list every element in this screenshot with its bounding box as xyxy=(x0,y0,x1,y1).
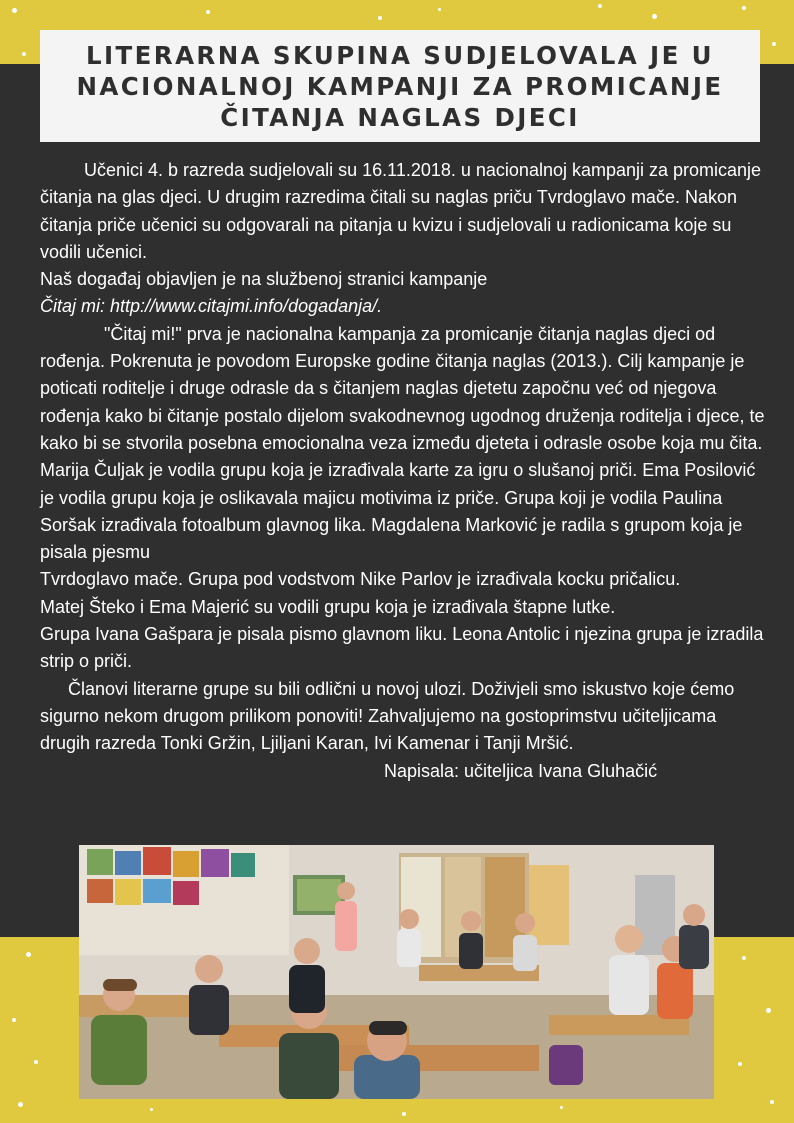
paragraph-published: Naš događaj objavljen je na službenoj stranici kampanje xyxy=(40,269,488,290)
title-line-2: NACIONALNOJ KAMPANJI ZA PROMICANJE xyxy=(76,71,724,101)
paragraph-closing: Članovi literarne grupe su bili odlični u novoj ulozi. Doživjeli smo iskustvo koje ćemo sigurno nekom drugom prilikom ponoviti! Zahvaljujemo na gostoprimstvu učiteljicama drugih razreda Tonki Gržin, Ljiljani Karan, Ivi Kamenar i Tanji Mršić. xyxy=(40,678,735,754)
paragraph-groups-2: Tvrdoglavo mače. Grupa pod vodstvom Nike Parlov je izrađivala kocku pričalicu. xyxy=(40,569,681,590)
article-body xyxy=(40,157,770,785)
paragraph-campaign: "Čitaj mi!" prva je nacionalna kampanja za promicanje čitanja naglas djeci od rođenja. Pokrenuta je povodom Europske godine čitanja naglas (2013.). Cilj kampanje je poticati roditelje i druge odrasle da s čitanjem naglas djetetu započnu već od njegova rođenja kako bi čitanje postalo dijelom svakodnevnog ugodnog druženja roditelja i djece, te kako bi se stvorila posebna emocionalna veza između djeteta i odrasle osobe koja mu čita. xyxy=(40,323,765,453)
signature: Napisala: učiteljica Ivana Gluhačić xyxy=(384,760,658,781)
paragraph-groups: Marija Čuljak je vodila grupu koja je izrađivala karte za igru o slušanoj priči. Ema Posilović je vodila grupu koja je oslikavala majicu motivima iz priče. Grupa koji je vodila Paulina Soršak izrađivala fotoalbum glavnog lika. Magdalena Marković je radila s grupom koja je pisala pjesmu xyxy=(40,460,756,563)
title-line-1: LITERARNA SKUPINA SUDJELOVALA JE U xyxy=(86,40,714,70)
page-title xyxy=(76,40,723,133)
paragraph-intro: Učenici 4. b razreda sudjelovali su 16.11.2018. u nacionalnoj kampanji za promicanje čitanja na glas djeci. U drugim razredima čitali su naglas priču Tvrdoglavo mače. Nakon čitanja priče učenici su odgovarali na pitanja u kvizu i sudjelovali u radionicama koje su vodili učenici. xyxy=(40,160,762,262)
paragraph-link: Čitaj mi: http://www.citajmi.info/dogadanja/. xyxy=(40,296,383,317)
classroom-photo xyxy=(79,845,714,1099)
title-line-3: ČITANJA NAGLAS DJECI xyxy=(220,102,580,132)
classroom-photo-image xyxy=(79,845,714,1099)
paragraph-groups-3: Matej Šteko i Ema Majerić su vodili grupu koja je izrađivala štapne lutke. xyxy=(40,596,616,617)
title-box xyxy=(40,30,760,142)
paragraph-groups-4: Grupa Ivana Gašpara je pisala pismo glavnom liku. Leona Antolic i njezina grupa je izradila strip o priči. xyxy=(40,624,764,672)
